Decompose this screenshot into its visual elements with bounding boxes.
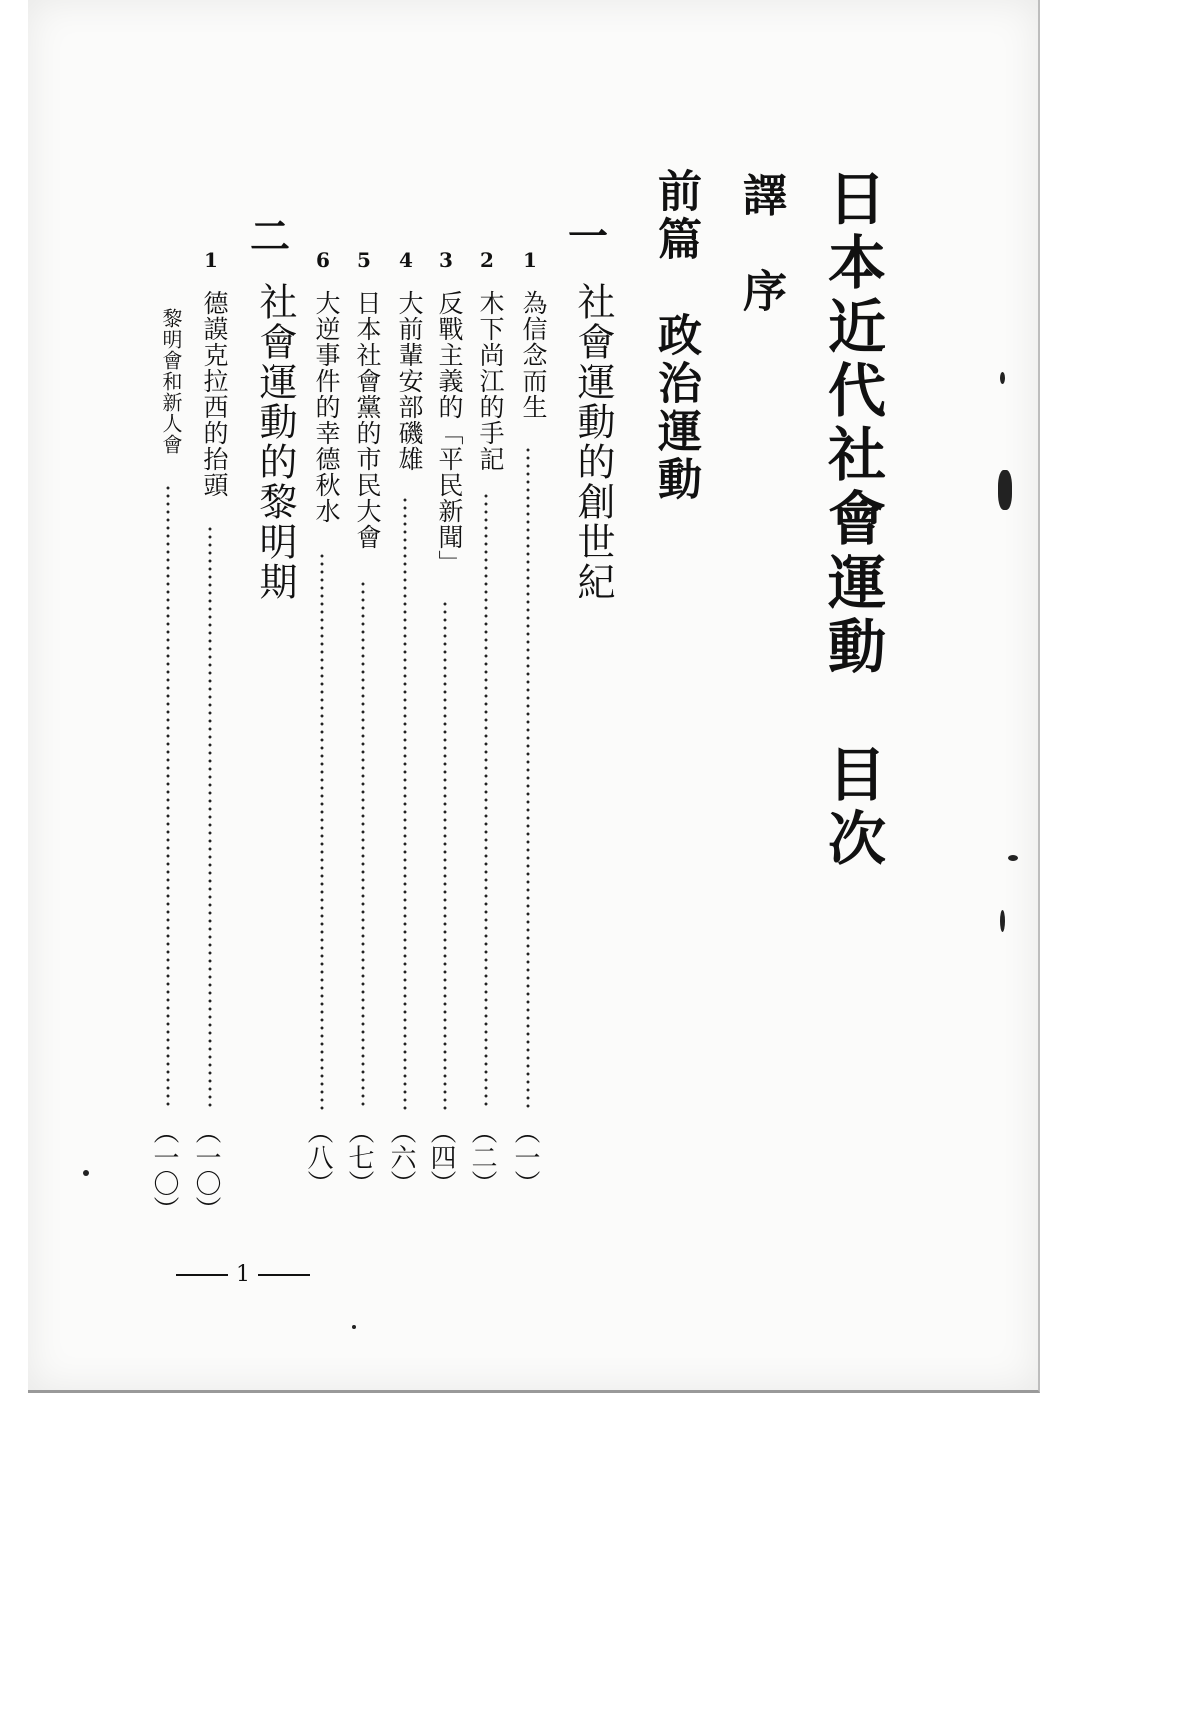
folio-number: 1 <box>236 1262 250 1287</box>
dot-leader <box>484 492 488 1110</box>
item-number: 1 <box>204 248 218 272</box>
part-heading[interactable]: 前篇 政治運動 <box>650 168 701 504</box>
chapter-2-numeral: 二 <box>250 213 290 260</box>
dot-leader <box>361 580 365 1110</box>
toc-item-title[interactable]: 日本社會黨的市民大會 <box>353 290 382 550</box>
preface-heading[interactable]: 譯 序 <box>735 172 786 316</box>
folio-rule-right <box>258 1274 310 1276</box>
page-folio <box>176 1262 310 1287</box>
toc-item-title[interactable]: 大前輩安部磯雄 <box>395 290 424 472</box>
page-ref: （一） <box>510 1118 540 1196</box>
page-ref: （一〇） <box>191 1118 221 1222</box>
item-number: 6 <box>316 248 330 272</box>
toc-item-title[interactable]: 木下尚江的手記 <box>476 290 505 472</box>
scan-speck <box>998 470 1012 510</box>
scan-speck <box>1000 910 1005 932</box>
dot-leader <box>403 496 407 1110</box>
toc-item-title[interactable]: 反戰主義的「平民新聞」 <box>435 290 464 576</box>
chapter-1-title[interactable]: 社會運動的創世紀 <box>571 282 615 602</box>
toc-item-title[interactable]: 大逆事件的幸德秋水 <box>312 290 341 524</box>
page-ref: （四） <box>426 1118 456 1196</box>
scan-speck <box>1008 855 1018 861</box>
chapter-1-numeral: 一 <box>568 213 608 260</box>
page-ref: （六） <box>386 1118 416 1196</box>
chapter-2-title[interactable]: 社會運動的黎明期 <box>253 282 297 602</box>
scan-speck <box>83 1170 89 1176</box>
item-number: 5 <box>357 248 371 272</box>
toc-item-title[interactable]: 德謨克拉西的抬頭 <box>200 290 229 498</box>
folio-rule-left <box>176 1274 228 1276</box>
dot-leader <box>166 484 170 1110</box>
dot-leader <box>208 525 212 1110</box>
item-number: 4 <box>399 248 413 272</box>
page-ref: （二） <box>467 1118 497 1196</box>
item-number: 3 <box>439 248 453 272</box>
page-ref: （一〇） <box>149 1118 179 1222</box>
dot-leader <box>443 600 447 1110</box>
page-ref: （七） <box>344 1118 374 1196</box>
scan-speck <box>352 1325 356 1329</box>
item-number: 2 <box>480 248 494 272</box>
item-number: 1 <box>523 248 537 272</box>
toc-subitem-title[interactable]: 黎明會和新人會 <box>159 308 183 455</box>
dot-leader <box>526 446 530 1110</box>
book-title: 日本近代社會運動 目次 <box>818 168 886 872</box>
toc-item-title[interactable]: 為信念而生 <box>519 290 548 420</box>
dot-leader <box>320 552 324 1110</box>
page-ref: （八） <box>303 1118 333 1196</box>
scan-speck <box>1000 372 1005 384</box>
